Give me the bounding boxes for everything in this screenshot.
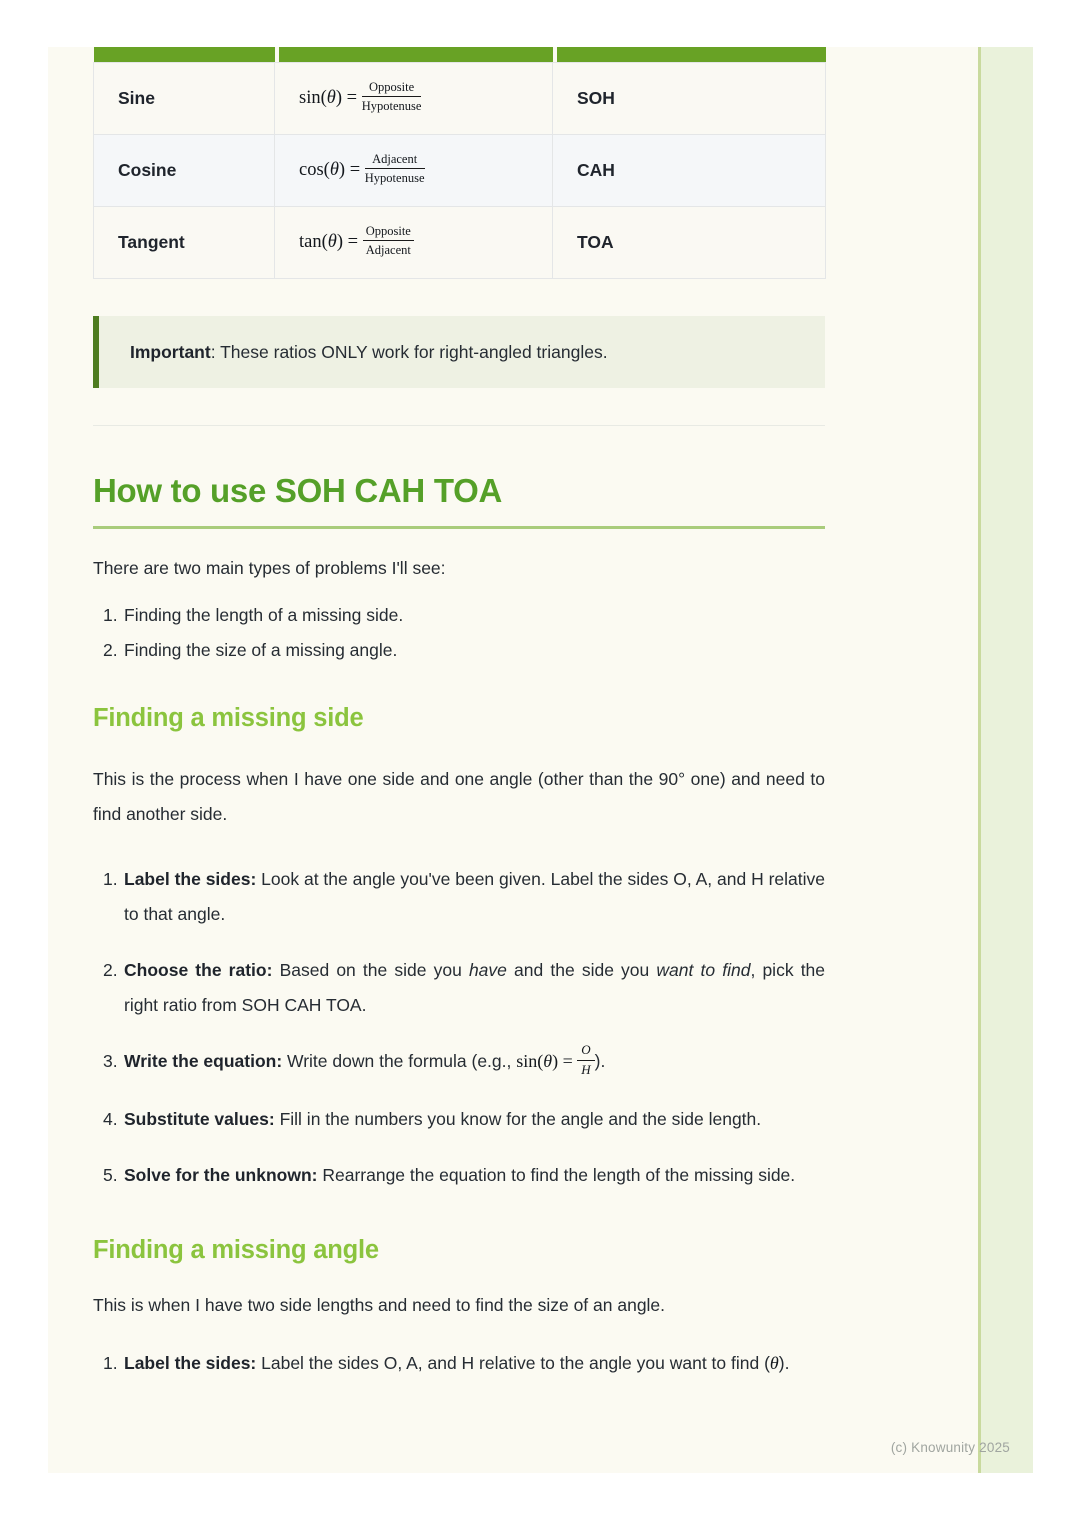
ratio-formula: cos(θ) = $\frac{\text{Adjacent}}{\text{Hypotenuse}}$ [275,135,553,207]
copyright-footer: (c) Knowunity 2025 [890,1440,1010,1455]
step-item [93,953,825,1023]
page-edge-accent-bar [978,47,1033,1473]
list-item [93,605,825,626]
table-header-cell [94,47,275,63]
step-text: Substitute values: Fill in the numbers you know for the angle and the side length. [124,1109,762,1130]
missing-side-paragraph: This is the process when I have one side and one angle (other than the 90° one) and need to find another side. [93,769,825,824]
section-divider [93,425,825,426]
missing-side-steps [93,862,825,1193]
title-underline [93,526,825,529]
problem-types-list [93,605,825,661]
table-row-cosine [94,135,826,207]
ratio-name: Sine [94,63,275,135]
ratio-formula: tan(θ) = $\frac{\text{Opposite}}{\text{Adjacent}}$ [275,207,553,279]
step-item [93,1346,825,1381]
trig-ratios-table [93,47,826,279]
missing-angle-steps [93,1346,825,1381]
table-header-row [94,47,826,63]
table-header-cell [553,47,826,63]
step-text: Solve for the unknown: Rearrange the equation to find the length of the missing side. [124,1165,796,1186]
step-item [93,1158,825,1193]
step-number: 4. [103,1109,118,1130]
ratio-mnemonic: CAH [553,135,826,207]
table-row-sine [94,63,826,135]
step-text: Label the sides: Look at the angle you've been given. Label the sides O, A, and H relative to that angle. [124,869,825,924]
step-number: 1. [103,1353,118,1374]
ratio-mnemonic: SOH [553,63,826,135]
page-title: How to use SOH CAH TOA [93,472,502,509]
document-page [48,47,1033,1473]
step-number: 2. [103,960,118,980]
list-item [93,640,825,661]
step-text: Label the sides: Label the sides O, A, and H relative to the angle you want to find (θ). [124,1353,790,1374]
intro-paragraph: There are two main types of problems I'll see: [93,558,446,578]
document-content [93,47,825,1381]
step-text: Choose the ratio: Based on the side you have and the side you want to find, pick the right ratio from SOH CAH TOA. [124,960,826,1015]
step-number: 5. [103,1165,118,1186]
ratio-name: Tangent [94,207,275,279]
callout-text: Important: These ratios ONLY work for right-angled triangles. [130,341,608,362]
inline-formula: sin(θ) = $\frac{O}{H}$ [516,1051,594,1071]
step-item [93,1102,825,1137]
list-text: Finding the length of a missing side. [124,605,404,625]
ratio-mnemonic: TOA [553,207,826,279]
step-item [93,1044,825,1081]
table-header-cell [275,47,553,63]
list-text: Finding the size of a missing angle. [124,640,398,660]
list-number: 2. [103,640,118,660]
ratio-formula: sin(θ) = $\frac{\text{Opposite}}{\text{Hypotenuse}}$ [275,63,553,135]
step-number: 1. [103,869,118,889]
table-row-tangent [94,207,826,279]
step-item [93,862,825,932]
step-number: 3. [103,1051,118,1071]
missing-angle-paragraph: This is when I have two side lengths and need to find the size of an angle. [93,1295,666,1316]
section-title-missing-side: Finding a missing side [93,704,364,732]
step-text: Write the equation: Write down the formula (e.g., sin(θ) = $\frac{O}{H}$ ). [124,1042,606,1078]
section-title-missing-angle: Finding a missing angle [93,1236,379,1265]
important-callout [93,316,825,388]
ratio-name: Cosine [94,135,275,207]
list-number: 1. [103,605,118,625]
